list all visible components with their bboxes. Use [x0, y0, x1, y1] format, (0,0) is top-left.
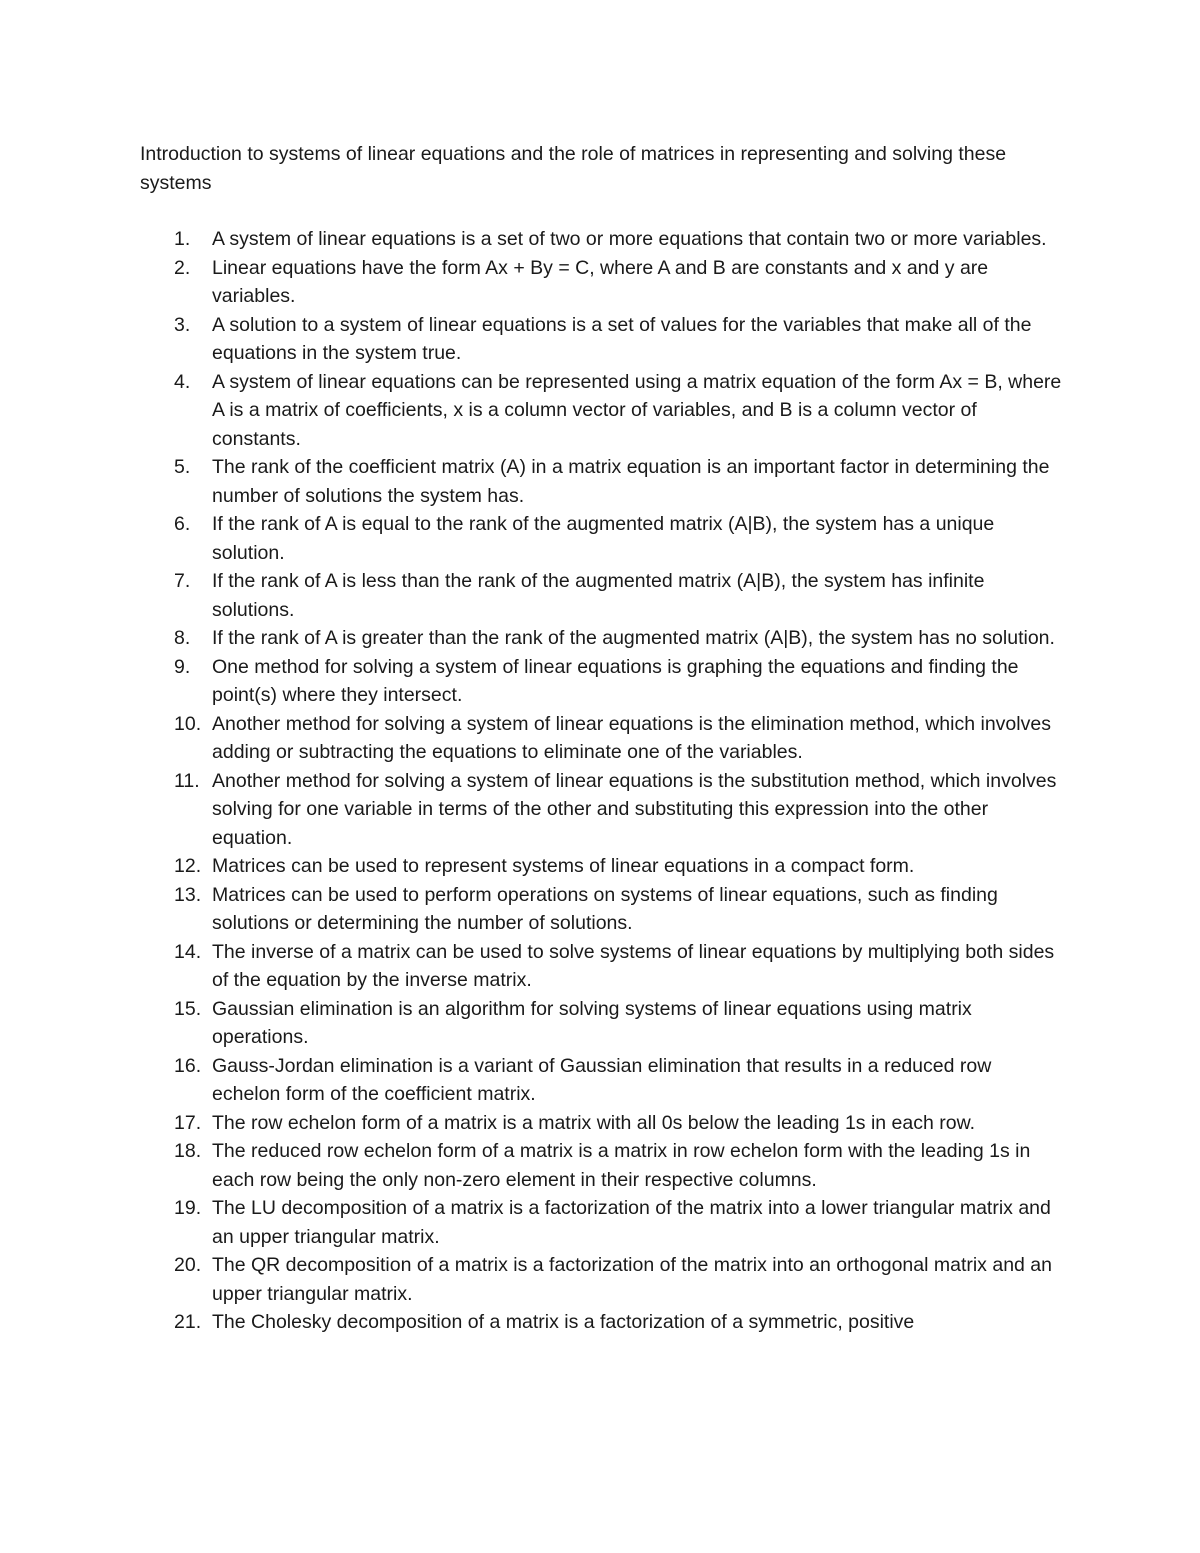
- list-item-text: If the rank of A is less than the rank of the augmented matrix (A|B), the system has infinite solutions.: [212, 570, 985, 621]
- list-item-number: 11.: [174, 769, 200, 792]
- list-item-number: 13.: [174, 883, 202, 906]
- list-item-text: Another method for solving a system of linear equations is the substitution method, which involves solving for one variable in terms of the other and substituting this expression into the other equation.: [212, 769, 1057, 849]
- list-item: [140, 881, 1065, 938]
- document-body: [140, 140, 1065, 1337]
- list-item-number: 12.: [174, 855, 202, 877]
- list-item-number: 16.: [174, 1054, 202, 1077]
- list-item-number: 3.: [174, 313, 191, 336]
- list-item-text: The rank of the coefficient matrix (A) in a matrix equation is an important factor in determining the number of solutions the system has.: [212, 456, 1050, 507]
- list-item: [140, 1052, 1065, 1109]
- list-item: [140, 1109, 1065, 1138]
- list-item: [140, 995, 1065, 1052]
- list-item-text: The Cholesky decomposition of a matrix is a factorization of a symmetric, positive: [212, 1311, 915, 1333]
- list-item-number: 17.: [174, 1111, 202, 1134]
- list-item-number: 4.: [174, 370, 191, 393]
- list-item: [140, 225, 1065, 254]
- list-item-text: A system of linear equations is a set of two or more equations that contain two or more variables.: [212, 228, 1047, 250]
- list-item-text: Another method for solving a system of linear equations is the elimination method, which involves adding or subtracting the equations to eliminate one of the variables.: [212, 712, 1051, 763]
- list-item-number: 1.: [174, 228, 191, 250]
- list-item-number: 6.: [174, 513, 191, 535]
- list-item: [140, 311, 1065, 368]
- list-item-text: The QR decomposition of a matrix is a factorization of the matrix into an orthogonal matrix and an upper triangular matrix.: [212, 1254, 1052, 1305]
- list-item-number: 8.: [174, 627, 191, 649]
- list-item: [140, 767, 1065, 853]
- list-item-number: 21.: [174, 1311, 202, 1333]
- list-item-text: One method for solving a system of linear equations is graphing the equations and finding the point(s) where they intersect.: [212, 655, 1019, 706]
- list-item-text: Gaussian elimination is an algorithm for solving systems of linear equations using matrix operations.: [212, 997, 972, 1048]
- list-item: [140, 1194, 1065, 1251]
- list-item: [140, 368, 1065, 454]
- list-item: [140, 624, 1065, 653]
- list-item-number: 15.: [174, 997, 202, 1020]
- list-item-text: Matrices can be used to perform operations on systems of linear equations, such as finding solutions or determining the number of solutions.: [212, 883, 998, 934]
- intro-paragraph: Introduction to systems of linear equations and the role of matrices in representing and solving these systems: [140, 143, 1007, 194]
- list-item-number: 18.: [174, 1140, 202, 1162]
- list-item-number: 7.: [174, 570, 191, 592]
- list-item-text: Matrices can be used to represent systems of linear equations in a compact form.: [212, 855, 915, 877]
- list-item-number: 2.: [174, 256, 191, 279]
- list-item: [140, 453, 1065, 510]
- list-item-text: A system of linear equations can be represented using a matrix equation of the form Ax = B, where A is a matrix of coefficients, x is a column vector of variables, and B is a column vector of constants.: [212, 370, 1062, 450]
- list-item-number: 10.: [174, 712, 202, 735]
- list-item-text: The reduced row echelon form of a matrix is a matrix in row echelon form with the leading 1s in each row being the only non-zero element in their respective columns.: [212, 1140, 1031, 1191]
- list-item-number: 20.: [174, 1254, 202, 1276]
- list-item-text: The row echelon form of a matrix is a matrix with all 0s below the leading 1s in each row.: [212, 1111, 976, 1134]
- list-item: [140, 254, 1065, 311]
- list-item-number: 19.: [174, 1197, 202, 1219]
- list-item-number: 5.: [174, 456, 191, 478]
- list-item: [140, 1308, 1065, 1337]
- list-item: [140, 1137, 1065, 1194]
- list-item-text: Linear equations have the form Ax + By = C, where A and B are constants and x and y are variables.: [212, 256, 989, 307]
- list-item: [140, 852, 1065, 881]
- list-item: [140, 710, 1065, 767]
- list-item-text: Gauss-Jordan elimination is a variant of Gaussian elimination that results in a reduced row echelon form of the coefficient matrix.: [212, 1054, 992, 1105]
- list-item-text: If the rank of A is greater than the rank of the augmented matrix (A|B), the system has no solution.: [212, 627, 1055, 649]
- numbered-list: [140, 225, 1065, 1337]
- list-item-number: 14.: [174, 940, 202, 963]
- list-item-number: 9.: [174, 655, 191, 678]
- list-item-text: A solution to a system of linear equations is a set of values for the variables that make all of the equations in the system true.: [212, 313, 1032, 364]
- list-item: [140, 510, 1065, 567]
- list-item-text: If the rank of A is equal to the rank of the augmented matrix (A|B), the system has a unique solution.: [212, 513, 995, 564]
- list-item: [140, 1251, 1065, 1308]
- list-item: [140, 567, 1065, 624]
- list-item: [140, 653, 1065, 710]
- list-item-text: The inverse of a matrix can be used to solve systems of linear equations by multiplying both sides of the equation by the inverse matrix.: [212, 940, 1055, 991]
- list-item-text: The LU decomposition of a matrix is a factorization of the matrix into a lower triangular matrix and an upper triangular matrix.: [212, 1197, 1051, 1248]
- list-item: [140, 938, 1065, 995]
